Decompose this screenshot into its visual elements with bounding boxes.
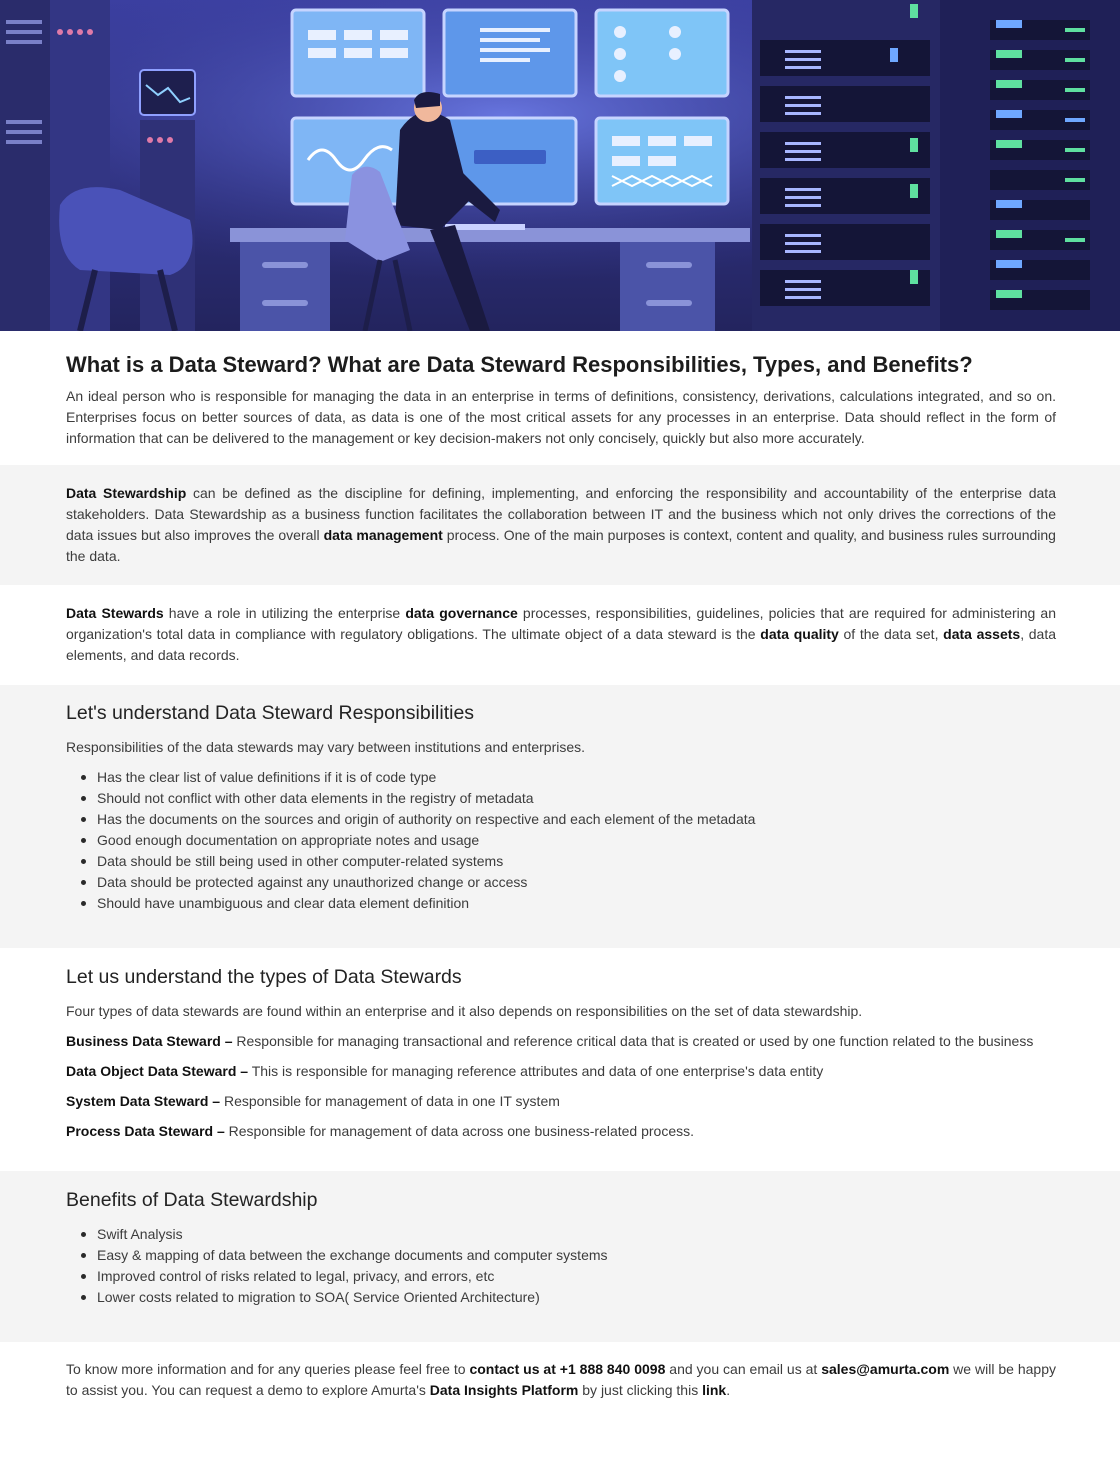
list-item: Swift Analysis <box>66 1224 1056 1245</box>
stewards-section <box>0 585 1120 685</box>
list-item: Lower costs related to migration to SOA( Service Oriented Architecture) <box>66 1287 1056 1308</box>
data-management-term: data management <box>323 527 443 543</box>
stewardship-section <box>0 465 1120 585</box>
list-item: Data should be protected against any unauthorized change or access <box>66 872 1056 893</box>
type-business: Business Data Steward – Responsible for managing transactional and reference critical data that is created or used by one function related to the business <box>66 1033 1034 1049</box>
list-item: Has the clear list of value definitions if it is of code type <box>66 767 1056 788</box>
stewards-paragraph: Data Stewards have a role in utilizing the enterprise data governance processes, responsibilities, guidelines, policies that are required for administering an organization's total data in compliance with regulatory obligations. The ultimate object of a data steward is the data quality of the data set, data assets, data elements, and data records. <box>66 605 1056 663</box>
hero-illustration <box>0 0 1120 331</box>
stewardship-paragraph: Data Stewardship can be defined as the discipline for defining, implementing, and enforcing the responsibility and accountability of the enterprise data stakeholders. Data Stewardship as a business function facilitates the collaboration between IT and the business which not only drives the corrections of the data issues but also improves the overall data management process. One of the main purposes is context, content and quality, and business rules surrounding the data. <box>66 485 1056 564</box>
contact-section <box>0 1342 1120 1472</box>
data-governance-term: data governance <box>405 605 518 621</box>
type-data-object: Data Object Data Steward – This is responsible for managing reference attributes and data of one enterprise's data entity <box>66 1063 824 1079</box>
list-item: Good enough documentation on appropriate notes and usage <box>66 830 1056 851</box>
responsibilities-intro: Responsibilities of the data stewards may vary between institutions and enterprises. <box>66 739 586 755</box>
data-quality-term: data quality <box>760 626 839 642</box>
type-system: System Data Steward – Responsible for management of data in one IT system <box>66 1093 560 1109</box>
intro-paragraph: An ideal person who is responsible for managing the data in an enterprise in terms of definitions, consistency, derivations, calculations integrated, and so on. Enterprises focus on better sources of data, as data is one of the most critical assets for any processes in an enterprise. Data should reflect in the form of information that can be delivered to the management or key decision-makers not only concisely, quickly but also more accurately. <box>66 388 1056 446</box>
contact-phone: contact us at +1 888 840 0098 <box>469 1361 666 1377</box>
contact-paragraph: To know more information and for any queries please feel free to contact us at +1 888 840 0098 and you can email us at sales@amurta.com we will be happy to assist you. You can request a demo to explore Amurta's Data Insights Platform by just clicking this link. <box>66 1361 1056 1398</box>
types-intro: Four types of data stewards are found within an enterprise and it also depends on responsibilities on the set of data stewardship. <box>66 1003 863 1019</box>
responsibilities-heading: Let's understand Data Steward Responsibilities <box>66 702 475 724</box>
contact-email: sales@amurta.com <box>821 1361 950 1377</box>
page-title: What is a Data Steward? What are Data Steward Responsibilities, Types, and Benefits? <box>66 352 973 377</box>
list-item: Easy & mapping of data between the exchange documents and computer systems <box>66 1245 1056 1266</box>
benefits-list <box>66 1224 1056 1308</box>
benefits-heading: Benefits of Data Stewardship <box>66 1189 318 1211</box>
data-stewards-term: Data Stewards <box>66 605 164 621</box>
demo-link[interactable]: link <box>702 1382 727 1398</box>
list-item: Has the documents on the sources and origin of authority on respective and each element of the metadata <box>66 809 1056 830</box>
data-assets-term: data assets <box>943 626 1021 642</box>
intro-section <box>0 331 1120 465</box>
list-item: Data should be still being used in other computer-related systems <box>66 851 1056 872</box>
responsibilities-section <box>0 685 1120 948</box>
list-item: Should have unambiguous and clear data element definition <box>66 893 1056 914</box>
list-item: Improved control of risks related to legal, privacy, and errors, etc <box>66 1266 1056 1287</box>
type-process: Process Data Steward – Responsible for management of data across one business-related process. <box>66 1123 695 1139</box>
responsibilities-list <box>66 767 1056 914</box>
types-section <box>0 948 1120 1171</box>
list-item: Should not conflict with other data elements in the registry of metadata <box>66 788 1056 809</box>
benefits-section <box>0 1171 1120 1342</box>
stewardship-term: Data Stewardship <box>66 485 187 501</box>
data-center-illustration-icon <box>0 0 1120 331</box>
types-heading: Let us understand the types of Data Stewards <box>66 966 462 988</box>
data-insights-platform-term: Data Insights Platform <box>429 1382 579 1398</box>
